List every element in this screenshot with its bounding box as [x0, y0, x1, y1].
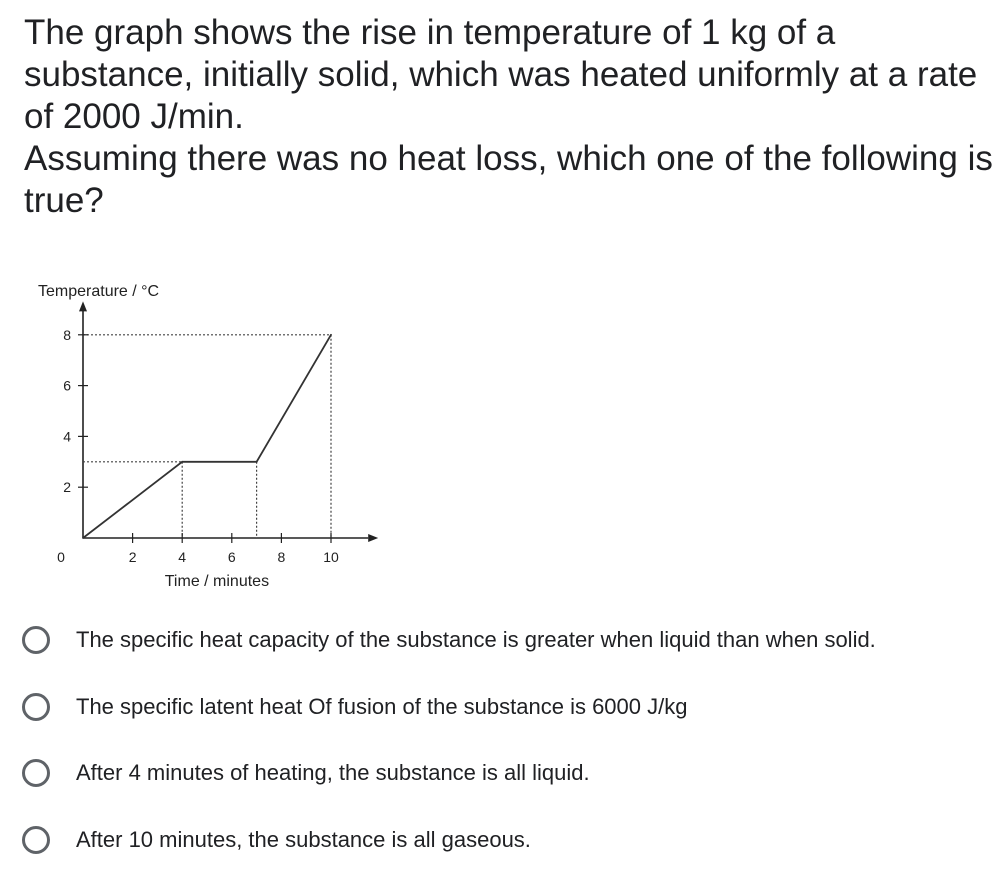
- option-4-label: After 10 minutes, the substance is all gaseous.: [76, 826, 531, 852]
- option-1-label: The specific heat capacity of the substance is greater when liquid than when solid.: [76, 627, 876, 652]
- x-tick-label-2: 2: [128, 549, 137, 565]
- radio-option-2[interactable]: [22, 693, 50, 721]
- question-line-1: The graph shows the rise in temperature of 1 kg of a substance, initially solid, which was heated uniformly at a rate of 2000 J/min.: [24, 13, 978, 136]
- option-4[interactable]: [22, 820, 997, 860]
- question-text: [24, 12, 999, 222]
- y-tick-label-2: 2: [63, 479, 71, 496]
- data-point-3: [256, 461, 258, 463]
- option-2-label: The specific latent heat Of fusion of the substance is 6000 J/kg: [76, 693, 688, 719]
- y-tick-label-6: 6: [63, 377, 71, 394]
- series-line-temperature: [83, 335, 331, 538]
- data-point-4: [330, 334, 332, 336]
- x-tick-label-10: 10: [323, 549, 339, 565]
- option-2[interactable]: [22, 687, 997, 727]
- data-point-2: [181, 461, 183, 463]
- option-3-label: After 4 minutes of heating, the substance is all liquid.: [76, 760, 590, 785]
- data-point-1: [82, 537, 84, 539]
- y-tick-label-8: 8: [63, 326, 71, 343]
- y-tick-label-4: 4: [63, 428, 71, 445]
- chart-svg: [30, 276, 390, 606]
- x-tick-label-4: 4: [178, 549, 187, 565]
- x-axis-label: Time / minutes: [164, 573, 270, 590]
- temperature-time-graph: [30, 276, 390, 606]
- option-3[interactable]: [22, 753, 997, 793]
- origin-label: 0: [57, 549, 65, 565]
- x-tick-label-8: 8: [277, 549, 286, 565]
- radio-option-4[interactable]: [22, 826, 50, 854]
- x-axis-arrow: [368, 534, 378, 542]
- y-axis-arrow: [79, 301, 87, 311]
- y-axis-label: Temperature / °C: [38, 283, 160, 300]
- radio-option-1[interactable]: [22, 626, 50, 654]
- question-line-2: Assuming there was no heat loss, which one of the following is true?: [24, 139, 993, 220]
- answer-options: [22, 620, 997, 886]
- radio-option-3[interactable]: [22, 759, 50, 787]
- option-1[interactable]: [22, 620, 997, 660]
- x-tick-label-6: 6: [227, 549, 236, 565]
